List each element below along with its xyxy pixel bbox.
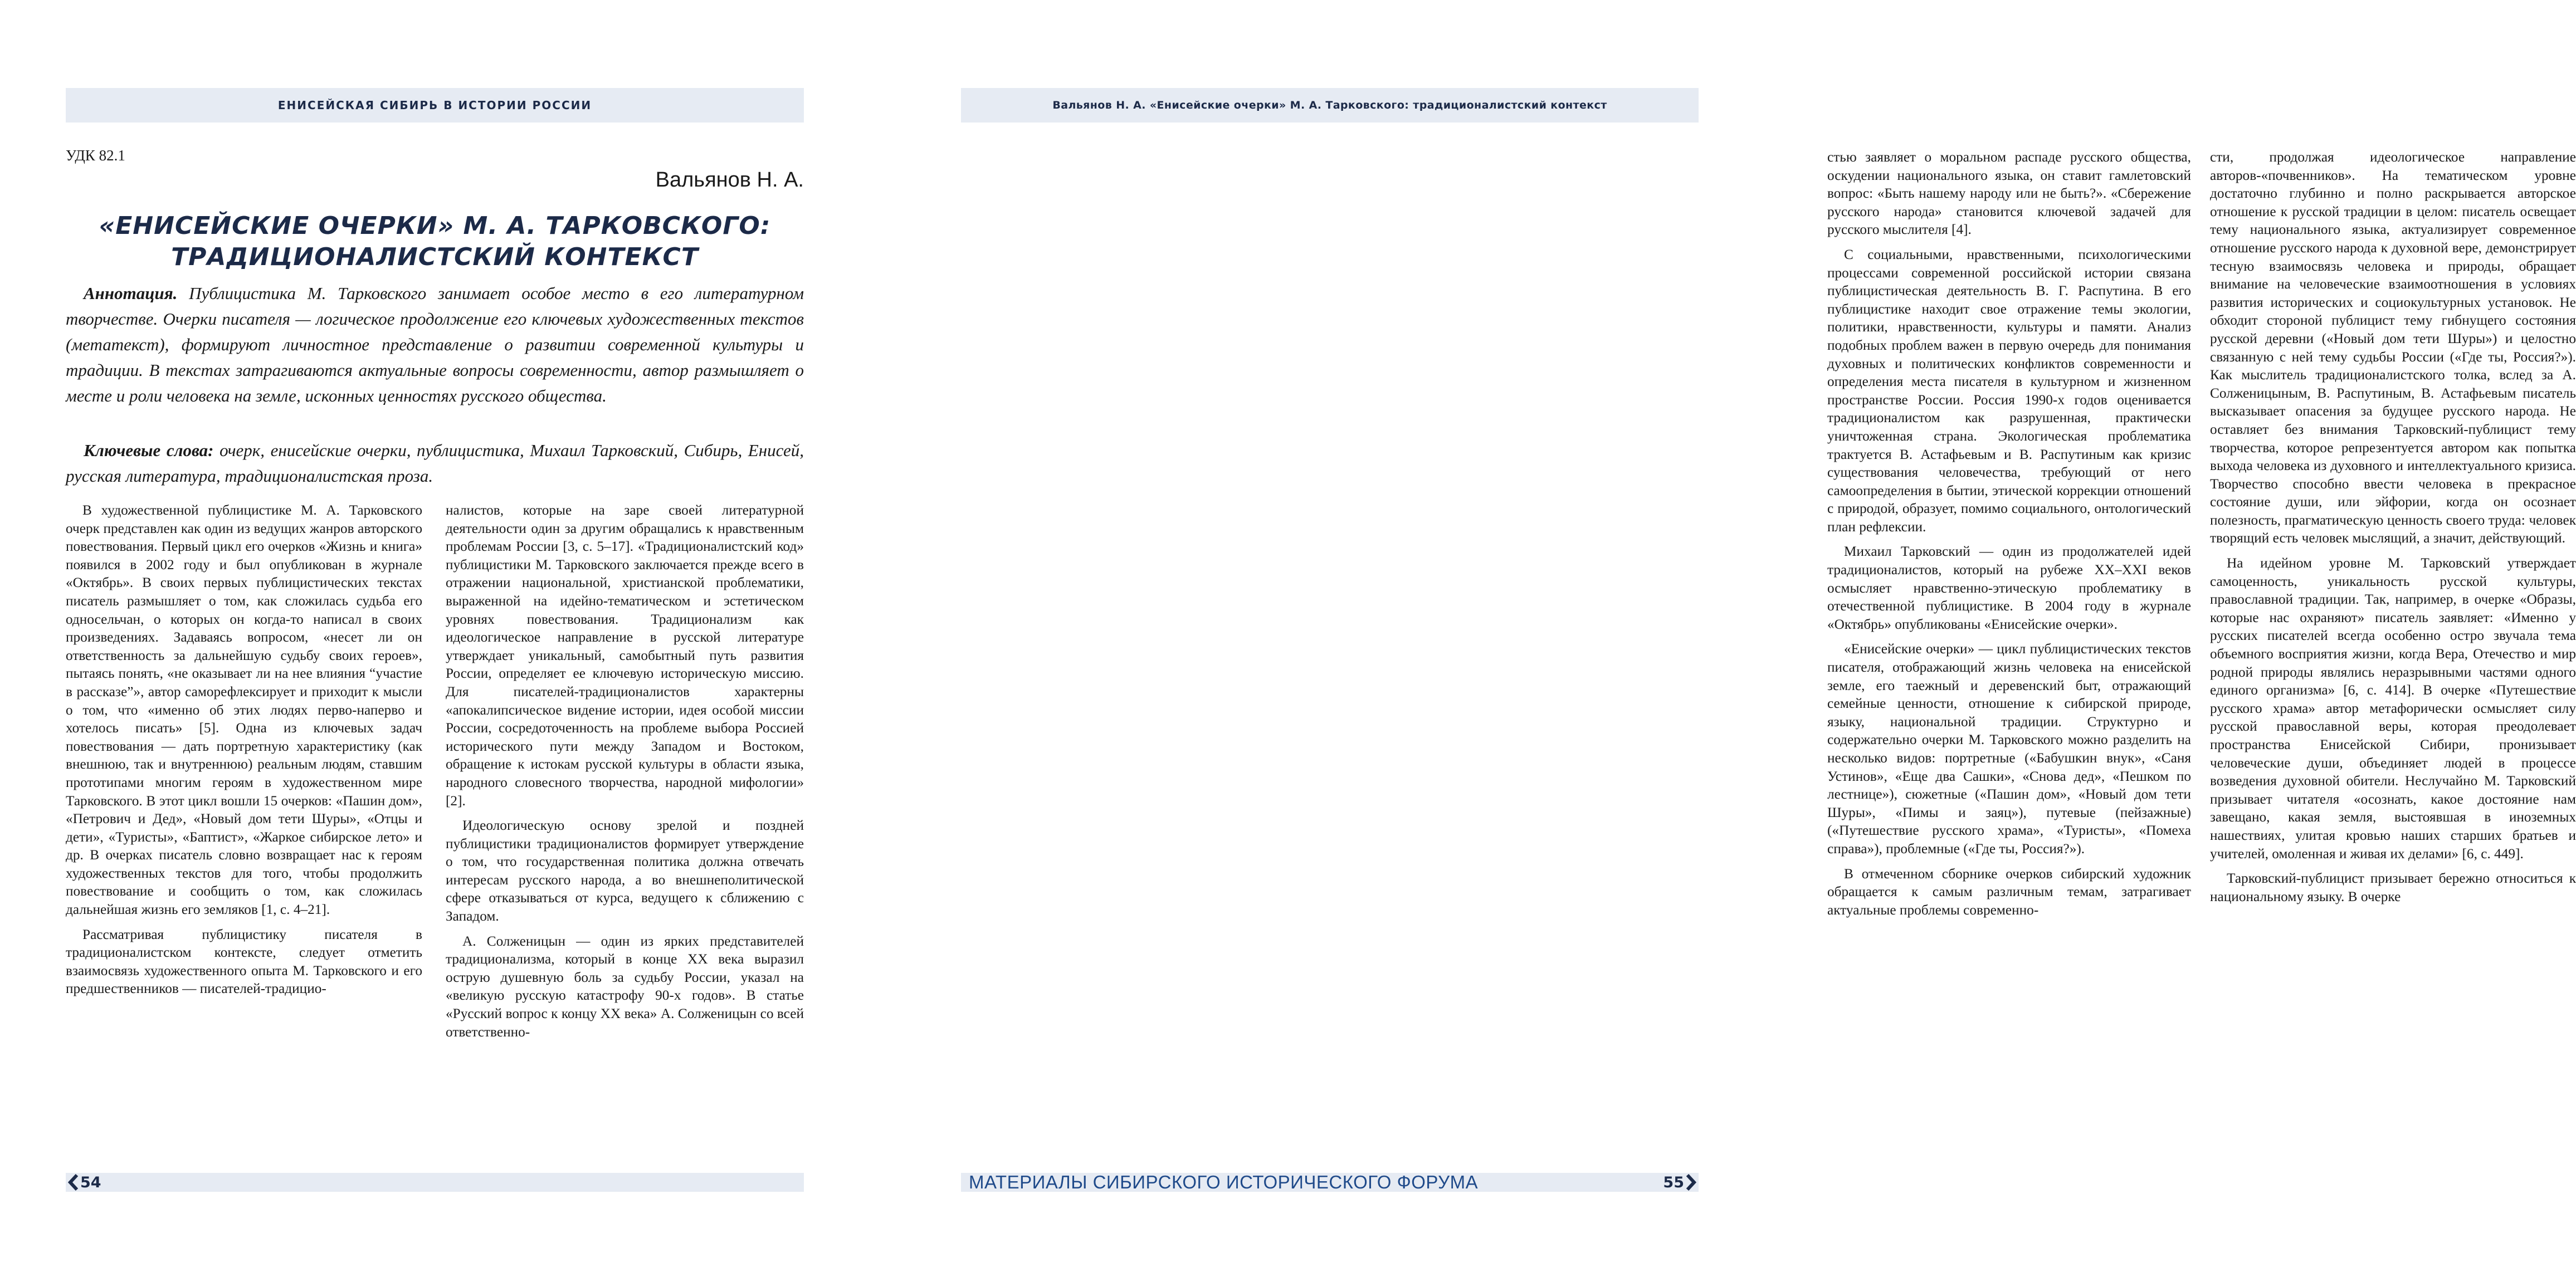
page-number-right-text: 55 — [1663, 1173, 1684, 1191]
paragraph: Михаил Тарковский — один из продолжателей идей традиционалистов, который на рубеже XX–XXI веков осмысляет нравственно-этическую проблематику в отечественной публицистике. В 2004 году в журнале «Октябрь» опубликованы «Енисейские очерки». — [1827, 544, 2191, 632]
paragraph-continued: налистов, которые на заре своей литературной деятельности один за другим обращались к нравственным проблемам России [3, с. 5–17]. «Традиционалистский код» публицистики М. Тарковского заключается прежде всего в отражении национальной, христианской проблематики, выраженной на идейно-тематическом и эстетическом уровнях повествования. Традиционализм как идеологическое направление в русской литературе утверждает уникальный, самобытный путь развития России, определяет ее ключевую историческую миссию. Для писателей-традиционалистов характерны «апокалипсическое видение истории, идея особой миссии России, сосредоточенность на проблеме выбора Россией исторического пути между Западом и Востоком, обращение к истокам русской культуры в области языка, народного словесного творчества, народной мифологии» [2]. — [446, 502, 804, 809]
annotation-text: Публицистика М. Тарковского занимает особое место в его литературном творчестве. Очерки писателя — логическое продолжение его ключевых художественных текстов (метатекст), формируют личностное представление о развитии современной культуры и традиции. В текстах затрагиваются актуальные вопросы современности, автор размышляет о месте и роли человека на земле, исконных ценностях русского общества. — [66, 283, 804, 405]
running-header-right — [961, 88, 1699, 123]
left-page-column-2 — [446, 501, 804, 1048]
right-page-column-2 — [2210, 148, 2576, 912]
udk-code: УДК 82.1 — [66, 147, 125, 164]
paragraph: Идеологическую основу зрелой и поздней публицистики традиционалистов формирует утверждение о том, что государственная политика должна отвечать интересам русского народа, а во внешнеполитической сфере отказываться от курса, ведущего к сближению с Западом. — [446, 818, 804, 924]
left-page — [0, 0, 877, 1272]
article-author: Вальянов Н. А. — [655, 168, 804, 192]
keywords-label: Ключевые слова: — [84, 441, 214, 460]
chevron-left-icon — [66, 1174, 80, 1191]
paragraph: Рассматривая публицистику писателя в традиционалистском контексте, следует отметить взаимосвязь художественного опыта М. Тарковского и его предшественников — писателей-традицио- — [66, 926, 422, 997]
page-number-left-text: 54 — [80, 1173, 101, 1191]
paragraph: С социальными, нравственными, психологическими процессами современной российской истории связана публицистическая деятельность В. Г. Распутина. В его публицистике находит свое отражение темы экологии, политики, нравственности, культуры и памяти. Анализ подобных проблем важен в первую очередь для понимания духовных и политических конфликтов современности и определения места писателя в культурном и жизненном пространстве России. Россия 1990-х годов оценивается традиционалистом как разрушенная, практически уничтоженная страна. Экологическая проблематика трактуется В. Астафьевым и В. Распутиным как кризис существования человечества, требующий от него самоопределения в бытии, этической коррекции отношений с природой, образует, помимо социального, онтологический план рефлексии. — [1827, 246, 2191, 535]
article-title-line-2: ТРАДИЦИОНАЛИСТСКИЙ КОНТЕКСТ — [171, 243, 699, 271]
page-number-left — [66, 1174, 101, 1191]
keywords — [66, 438, 804, 489]
running-header-left — [66, 88, 804, 123]
chevron-right-icon — [1684, 1174, 1699, 1191]
footer-left — [66, 1173, 804, 1192]
article-title — [66, 211, 804, 273]
keywords-text: очерк, енисейские очерки, публицистика, Михаил Тарковский, Сибирь, Енисей, русская литература, традиционалистская проза. — [66, 441, 804, 486]
annotation-label: Аннотация. — [84, 283, 178, 303]
left-page-column-1 — [66, 501, 422, 1005]
right-page-column-1 — [1827, 148, 2191, 926]
page-number-right — [1663, 1174, 1699, 1191]
annotation — [66, 281, 804, 409]
paragraph: В художественной публицистике М. А. Тарковского очерк представлен как один из ведущих жанров авторского повествования. Первый цикл его очерков «Жизнь и книга» появился в 2002 году и был опубликован в журнале «Октябрь». В своих первых публицистических текстах писатель размышляет о том, как сложилась судьба его односельчан, о которых он когда-то написал в своих произведениях. Задаваясь вопросом, «несет ли он ответственность за дальнейшую судьбу своих героев», пытаясь понять, «не оказывает ли на нее влияния “участие в рассказе”», автор саморефлексирует и приходит к мысли о том, что «именно об этих людях перво-наперво и хотелось писать» [5]. Одна из ключевых задач повествования — дать портретную характеристику (как внешнюю, так и внутреннюю) реальным людям, ставшим прототипами многим героям в художественном мире Тарковского. В этот цикл вошли 15 очерков: «Пашин дом», «Петрович и Дед», «Новый дом тети Шуры», «Отцы и дети», «Туристы», «Баптист», «Жаркое сибирское лето» и др. В очерках писатель словно возвращает нас к героям художественных текстов для того, чтобы продолжить повествование и сообщить о том, как сложилась дальнейшая жизнь его земляков [1, с. 4–21]. — [66, 502, 422, 918]
paragraph-continued: сти, продолжая идеологическое направление авторов-«почвенников». На тематическом уровне достаточно глубинно и полно раскрывается авторское отношение к русской традиции в целом: писатель освещает тему национального языка, актуализирует современное отношение русского народа к духовной вере, демонстрирует тесную взаимосвязь человека и природы, обращает внимание на человеческие взаимоотношения в условиях развития исторических и социокультурных установок. Не обходит стороной публицист тему гибнущего состояния русской деревни («Новый дом тети Шуры») и целостно связанную с ней тему судьбы России («Где ты, Россия?»). Как мыслитель традиционалистского толка, вслед за А. Солженицыным, В. Распутиным, В. Астафьевым писатель высказывает опасения за будущее русского народа. Не оставляет без внимания Тарковский-публицист тему творчества, которое репрезентуется автором как попытка выхода человека из духовного и интеллектуального кризиса. Творчество способно ввести человека в прекрасное состояние души, или эйфории, когда он осознает полезность, прагматическую ценность своего труда: человек творящий есть человек мыслящий, а значит, действующий. — [2210, 149, 2576, 546]
footer-right — [961, 1173, 1699, 1192]
paragraph: В отмеченном сборнике очерков сибирский художник обращается к самым различным темам, затрагивает актуальные проблемы современно- — [1827, 865, 2191, 918]
article-title-line-1: «ЕНИСЕЙСКИЕ ОЧЕРКИ» М. А. ТАРКОВСКОГО: — [99, 212, 771, 240]
paragraph-continued: стью заявляет о моральном распаде русского общества, оскудении национального языка, он ставит гамлетовский вопрос: «Быть нашему народу или не быть?». «Сбережение русского народа» становится ключевой задачей для русского мыслителя [4]. — [1827, 149, 2191, 238]
right-page — [877, 0, 2576, 1272]
journal-name: МАТЕРИАЛЫ СИБИРСКОГО ИСТОРИЧЕСКОГО ФОРУМА — [969, 1172, 1479, 1192]
paragraph: «Енисейские очерки» — цикл публицистических текстов писателя, отображающий жизнь человека на енисейской земле, его таежный и деревенский быт, отражающий семейные ценности, отношение к сибирской природе, языку, национальной традиции. Структурно и содержательно очерки М. Тарковского можно разделить на несколько видов: портретные («Бабушкин внук», «Саня Устинов», «Еще два Сашки», «Снова дед», «Пешком по лестнице»), сюжетные («Пашин дом», «Новый дом тети Шуры», «Пимы и заяц»), путевые (пейзажные) («Путешествие русского храма», «Туристы», «Помеха справа»), проблемные («Где ты, Россия?»). — [1827, 641, 2191, 857]
running-header-left-text: ЕНИСЕЙСКАЯ СИБИРЬ В ИСТОРИИ РОССИИ — [277, 99, 592, 112]
paragraph: Тарковский-публицист призывает бережно относиться к национальному языку. В очерке — [2210, 870, 2576, 904]
running-header-right-text: Вальянов Н. А. «Енисейские очерки» М. А. Тарковского: традиционалистский контекст — [1052, 99, 1607, 111]
paragraph: На идейном уровне М. Тарковский утверждает самоценность, уникальность русской культуры, православной традиции. Так, например, в очерке «Образы, которые нас охраняют» писатель заявляет: «Именно у русских писателей всегда особенно остро звучала тема объемного восприятия жизни, когда Вера, Отечество и мир родной природы являлись неразрывными частями одного единого организма» [6, с. 414]. В очерке «Путешествие русского храма» автор метафорически осмысляет силу русской православной веры, которая преодолевает пространства Енисейской Сибири, пронизывает человеческие души, объединяет людей в процессе возведения духовной обители. Неслучайно М. Тарковский призывает читателя «осознать, какое достояние нам завещано, какая земля, выстоявшая в иноземных нашествиях, улитая кровью наших старших братьев и учителей, омоленная и живая их делами» [6, с. 449]. — [2210, 555, 2576, 862]
paragraph: А. Солженицын — один из ярких представителей традиционализма, который в конце XX века выразил острую душевную боль за судьбу России, указал на «великую русскую катастрофу 90-х годов». В статье «Русский вопрос к концу XX века» А. Солженицын со всей ответственно- — [446, 933, 804, 1040]
